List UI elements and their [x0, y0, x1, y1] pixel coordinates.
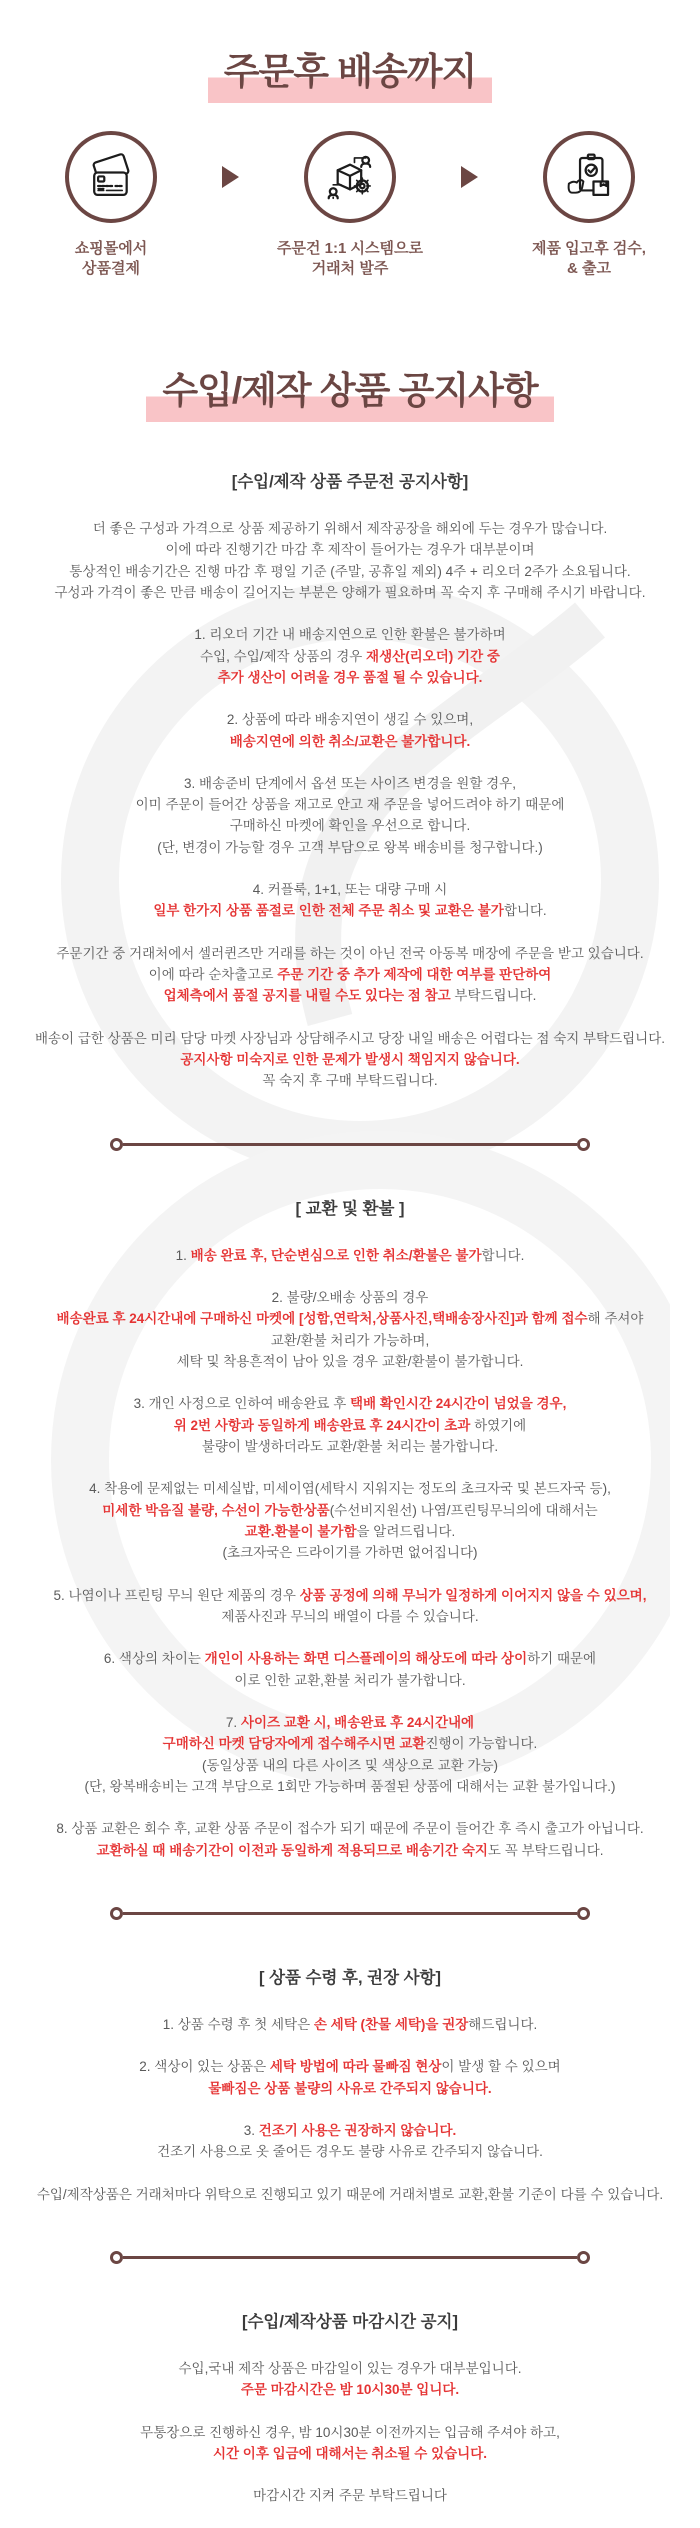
notice-line	[20, 709, 680, 730]
step-circle	[65, 131, 157, 223]
notice-block	[20, 518, 680, 603]
notice-text-emphasis: 교환.환불이 불가함	[244, 1524, 357, 1540]
notice-text: 2. 불량/오배송 상품의 경우	[271, 1290, 429, 1306]
divider-endpoint-icon	[577, 1138, 590, 1151]
notice-line	[20, 1351, 680, 1372]
notice-line	[20, 1733, 680, 1754]
notice-block	[20, 773, 680, 858]
notice-text-emphasis: 건조기 사용은 권장하지 않습니다.	[258, 2122, 457, 2138]
notice-block	[20, 1393, 680, 1457]
notice-text-emphasis: 배송 완료 후, 단순변심으로 인한 취소/환불은 불가	[190, 1247, 482, 1263]
notice-block	[20, 1818, 680, 1861]
sections-container	[0, 468, 700, 2507]
notice-text: 8. 상품 교환은 회수 후, 교환 상품 주문이 접수가 되기 때문에 주문이 들어간 후 즉시 출고가 아닙니다.	[56, 1821, 644, 1837]
notice-text: 이로 인한 교환,환불 처리가 불가합니다.	[234, 1672, 466, 1688]
divider-endpoint-icon	[577, 1907, 590, 1920]
process-step-payment	[26, 131, 196, 280]
step-circle	[304, 131, 396, 223]
notice-text: (수선비지원선) 나염/프린팅무늬의에 대해서는	[329, 1502, 598, 1518]
section-divider	[110, 2251, 590, 2264]
notice-text: 해드립니다.	[468, 2016, 538, 2032]
divider-endpoint-icon	[110, 1138, 123, 1151]
notice-text: 교환/환불 처리가 가능하며,	[270, 1332, 430, 1348]
step-label-line2: 상품결제	[82, 259, 140, 277]
notice-line	[20, 539, 680, 560]
notice-block	[20, 879, 680, 922]
notice-line	[20, 1776, 680, 1797]
notice-block	[20, 624, 680, 688]
notice-line	[20, 1478, 680, 1499]
divider-endpoint-icon	[577, 2251, 590, 2264]
notice-text-emphasis: 손 세탁 (찬물 세탁)을 권장	[313, 2016, 469, 2032]
notice-text: 꼭 숙지 후 구매 부탁드립니다.	[262, 1073, 438, 1089]
notice-text: 건조기 사용으로 옷 줄어든 경우도 불량 사유로 간주되지 않습니다.	[157, 2144, 543, 2160]
order-system-icon	[322, 149, 378, 205]
notice-text: 3. 개인 사정으로 인하여 배송완료 후	[133, 1396, 350, 1412]
notice-text-emphasis: 개인이 사용하는 화면 디스플레이의 해상도에 따라 상이	[204, 1651, 528, 1667]
section-divider	[110, 1907, 590, 1920]
notice-line	[20, 1245, 680, 1266]
notice-text: 통상적인 배송기간은 진행 마감 후 평일 기준 (주말, 공휴일 제외) 4주 + 리오더 2주가 소요됩니다.	[69, 563, 631, 579]
notice-line	[20, 1287, 680, 1308]
notice-line	[20, 1585, 680, 1606]
notice-block	[20, 1585, 680, 1628]
notice-line	[20, 794, 680, 815]
notice-block	[20, 709, 680, 752]
section-heading: [수입/제작상품 마감시간 공지]	[241, 2312, 458, 2331]
notice-line	[20, 667, 680, 688]
notice-text-emphasis: 사이즈 교환 시, 배송완료 후 24시간내에	[240, 1715, 475, 1731]
notice-line	[20, 1712, 680, 1733]
step-label	[532, 239, 646, 280]
page-title-notice-text: 수입/제작 상품 공지사항	[146, 367, 553, 422]
notice-text-emphasis: 배송완료 후 24시간내에 구매하신 마켓에 [성함,연락처,상품사진,택배송장사진]과 함께 접수	[56, 1311, 588, 1327]
notice-line	[20, 1415, 680, 1436]
notice-text: 불량이 발생하더라도 교환/환불 처리는 불가합니다.	[201, 1439, 499, 1455]
notice-text: (초크자국은 드라이기를 가하면 없어집니다)	[222, 1545, 478, 1561]
notice-block	[20, 2120, 680, 2163]
notice-text-emphasis: 세탁 방법에 따라 물빠짐 현상	[269, 2059, 442, 2075]
notice-line	[20, 879, 680, 900]
page-title-process	[0, 48, 700, 103]
notice-text: 수입/제작상품은 거래처마다 위탁으로 진행되고 있기 때문에 거래처별로 교환,환불 기준이 다를 수 있습니다.	[36, 2186, 664, 2202]
notice-text: 6. 색상의 차이는	[103, 1651, 205, 1667]
notice-text: (단, 왕복배송비는 고객 부담으로 1회만 가능하며 품절된 상품에 대해서는 교환 불가입니다.)	[84, 1779, 616, 1794]
notice-text-emphasis: 주문 기간 중 추가 제작에 대한 여부를 판단하여	[277, 967, 552, 983]
arrow-right-icon	[222, 166, 239, 188]
step-label	[75, 239, 147, 280]
notice-line	[20, 1670, 680, 1691]
notice-text: 구성과 가격이 좋은 만큼 배송이 길어지는 부분은 양해가 필요하며 꼭 숙지 후 구매해 주시기 바랍니다.	[54, 584, 646, 600]
notice-text: 구매하신 마켓에 확인을 우선으로 합니다.	[229, 818, 471, 834]
notice-text-emphasis: 미세한 박음질 불량, 수선이 가능한상품	[102, 1502, 330, 1518]
notice-line	[20, 1070, 680, 1091]
credit-card-payment-icon	[83, 149, 139, 205]
arrow-right-icon	[461, 166, 478, 188]
notice-text: 4. 착용에 문제없는 미세실밥, 미세이염(세탁시 지워지는 정도의 초크자국 및 본드자국 등),	[89, 1481, 611, 1497]
notice-line	[20, 2485, 680, 2506]
notice-text: 이미 주문이 들어간 상품을 재고로 안고 재 주문을 넣어드려야 하기 때문에	[135, 797, 565, 813]
notice-line	[20, 1393, 680, 1414]
notice-text-emphasis: 재생산(리오더) 기간 중	[366, 648, 500, 664]
step-label-line1: 주문건 1:1 시스템으로	[277, 239, 423, 257]
notice-line	[20, 2014, 680, 2035]
page-title-notice	[0, 367, 700, 422]
notice-line	[20, 964, 680, 985]
notice-text: 도 꼭 부탁드립니다.	[487, 1842, 604, 1858]
notice-block	[20, 2485, 680, 2506]
notice-block	[20, 2358, 680, 2401]
divider-line	[123, 2256, 577, 2259]
notice-text: 2. 색상이 있는 상품은	[139, 2059, 270, 2075]
notice-line	[20, 900, 680, 921]
inspection-shipping-icon	[561, 149, 617, 205]
divider-endpoint-icon	[110, 1907, 123, 1920]
notice-line	[20, 518, 680, 539]
notice-block	[20, 2014, 680, 2035]
notice-line	[20, 1648, 680, 1669]
divider-line	[123, 1912, 577, 1915]
notice-text-emphasis: 구매하신 마켓 담당자에게 접수해주시면 교환	[162, 1736, 426, 1752]
notice-text-emphasis: 택배 확인시간 24시간이 넘었을 경우,	[350, 1396, 567, 1412]
notice-text: 배송이 급한 상품은 미리 담당 마켓 사장님과 상담해주시고 당장 내일 배송은 어렵다는 점 숙지 부탁드립니다.	[34, 1030, 666, 1046]
notice-text: 주문기간 중 거래처에서 셀러퀸즈만 거래를 하는 것이 아닌 전국 아동복 매장에 주문을 받고 있습니다.	[56, 945, 644, 961]
notice-line	[20, 2184, 680, 2205]
notice-line	[20, 815, 680, 836]
divider-line	[123, 1143, 577, 1146]
notice-text: 1.	[175, 1247, 191, 1263]
notice-line	[20, 2422, 680, 2443]
notice-text: (동일상품 내의 다른 사이즈 및 색상으로 교환 가능)	[201, 1757, 499, 1773]
notice-text: 수입,국내 제작 상품은 마감일이 있는 경우가 대부분입니다.	[178, 2360, 522, 2376]
notice-text-emphasis: 배송지연에 의한 취소/교환은 불가합니다.	[229, 733, 471, 749]
notice-text-emphasis: 업체측에서 품절 공지를 내릴 수도 있다는 점 참고	[163, 988, 455, 1004]
notice-line	[20, 2120, 680, 2141]
step-label-line2: 거래처 발주	[311, 259, 389, 277]
notice-line	[20, 985, 680, 1006]
notice-line	[20, 2078, 680, 2099]
notice-text: 이 발생 할 수 있으며	[441, 2059, 561, 2075]
notice-line	[20, 561, 680, 582]
notice-text: 합니다.	[481, 1247, 525, 1263]
notice-text: 이에 따라 순차출고로	[148, 967, 278, 983]
notice-line	[20, 2379, 680, 2400]
section-heading: [ 교환 및 환불 ]	[295, 1199, 405, 1218]
notice-block	[20, 1648, 680, 1691]
notice-text: 부탁드립니다.	[454, 988, 537, 1004]
notice-text: 더 좋은 구성과 가격으로 상품 제공하기 위해서 제작공장을 해외에 두는 경우가 많습니다.	[92, 520, 608, 536]
notice-line	[20, 1521, 680, 1542]
notice-line	[20, 773, 680, 794]
notice-text-emphasis: 일부 한가지 상품 품절로 인한 전체 주문 취소 및 교환은 불가	[153, 903, 504, 919]
notice-line	[20, 646, 680, 667]
notice-block	[20, 1287, 680, 1372]
notice-text: 해 주셔야	[587, 1311, 644, 1327]
step-label-line1: 쇼핑몰에서	[74, 239, 148, 257]
notice-text-emphasis: 시간 이후 입금에 대해서는 취소될 수 있습니다.	[212, 2445, 488, 2461]
notice-line	[20, 2358, 680, 2379]
notice-line	[20, 1049, 680, 1070]
notice-block	[20, 2184, 680, 2205]
notice-text: 진행이 가능합니다.	[425, 1736, 538, 1752]
notice-text: 합니다.	[503, 903, 547, 919]
notice-line	[20, 1308, 680, 1329]
notice-text-emphasis: 공지사항 미숙지로 인한 문제가 발생시 책임지지 않습니다.	[180, 1052, 520, 1068]
notice-text: 마감시간 지켜 주문 부탁드립니다	[253, 2488, 447, 2504]
notice-line	[20, 1436, 680, 1457]
notice-text: 5. 나염이나 프린팅 무늬 원단 제품의 경우	[53, 1587, 300, 1603]
notice-line	[20, 1755, 680, 1776]
notice-text-emphasis: 위 2번 사항과 동일하게 배송완료 후 24시간이 초과	[173, 1417, 471, 1433]
notice-text: 4. 커플룩, 1+1, 또는 대량 구매 시	[252, 882, 448, 898]
page-title-process-text: 주문후 배송까지	[208, 48, 492, 103]
notice-text-emphasis: 추가 생산이 어려울 경우 품절 될 수 있습니다.	[217, 669, 483, 685]
notice-line	[20, 1542, 680, 1563]
divider-endpoint-icon	[110, 2251, 123, 2264]
notice-text: 1. 리오더 기간 내 배송지연으로 인한 환불은 불가하며	[194, 627, 506, 643]
notice-line	[20, 837, 680, 858]
notice-line	[20, 1500, 680, 1521]
notice-block	[20, 1245, 680, 1266]
notice-line	[20, 1028, 680, 1049]
section-divider	[110, 1138, 590, 1151]
notice-text: 2. 상품에 따라 배송지연이 생길 수 있으며,	[226, 712, 474, 728]
notice-text: 3. 배송준비 단계에서 옵션 또는 사이즈 변경을 원할 경우,	[184, 775, 516, 791]
notice-text: 무통장으로 진행하신 경우, 밤 10시30분 이전까지는 입금해 주셔야 하고,	[140, 2424, 560, 2440]
step-label	[277, 239, 423, 280]
notice-block	[20, 2422, 680, 2465]
notice-line	[20, 1606, 680, 1627]
notice-text: 하였기에	[470, 1417, 527, 1433]
notice-text-emphasis: 물빠짐은 상품 불량의 사유로 간주되지 않습니다.	[208, 2080, 492, 2096]
notice-text-emphasis: 상품 공정에 의해 무늬가 일정하게 이어지지 않을 수 있으며,	[299, 1587, 647, 1603]
notice-text: 이에 따라 진행기간 마감 후 제작이 들어가는 경우가 대부분이며	[165, 542, 535, 558]
notice-text: 3.	[243, 2122, 259, 2138]
notice-line	[20, 943, 680, 964]
section-heading: [수입/제작 상품 주문전 공지사항]	[231, 472, 469, 491]
section-heading: [ 상품 수령 후, 권장 사항]	[259, 1968, 441, 1987]
notice-line	[20, 624, 680, 645]
notice-text: 제품사진과 무늬의 배열이 다를 수 있습니다.	[221, 1609, 479, 1625]
step-circle	[543, 131, 635, 223]
notice-line	[20, 2056, 680, 2077]
notice-line	[20, 1818, 680, 1839]
notice-line	[20, 2141, 680, 2162]
notice-text: 7.	[225, 1715, 241, 1731]
step-label-line2: & 출고	[567, 259, 611, 277]
notice-text: 1. 상품 수령 후 첫 세탁은	[162, 2016, 314, 2032]
notice-line	[20, 1840, 680, 1861]
notice-text: 세탁 및 착용흔적이 남아 있을 경우 교환/환불이 불가합니다.	[176, 1354, 524, 1370]
notice-line	[20, 731, 680, 752]
notice-text: (단, 변경이 가능할 경우 고객 부담으로 왕복 배송비를 청구합니다.)	[157, 839, 543, 855]
order-process-steps	[0, 131, 700, 280]
notice-line	[20, 2443, 680, 2464]
notice-text-emphasis: 교환하실 때 배송기간이 이전과 동일하게 적용되므로 배송기간 숙지	[96, 1842, 488, 1858]
step-label-line1: 제품 입고후 검수,	[532, 239, 646, 257]
notice-line	[20, 1330, 680, 1351]
notice-text: 수입, 수입/제작 상품의 경우	[200, 648, 367, 664]
notice-block	[20, 2056, 680, 2099]
notice-block	[20, 1478, 680, 1563]
notice-text: 하기 때문에	[527, 1651, 597, 1667]
notice-block	[20, 943, 680, 1007]
notice-text-emphasis: 주문 마감시간은 밤 10시30분 입니다.	[240, 2382, 460, 2398]
notice-text: 을 알려드립니다.	[356, 1524, 456, 1540]
notice-block	[20, 1028, 680, 1092]
notice-block	[20, 1712, 680, 1797]
process-step-order-system	[265, 131, 435, 280]
notice-line	[20, 582, 680, 603]
process-step-inspection	[504, 131, 674, 280]
